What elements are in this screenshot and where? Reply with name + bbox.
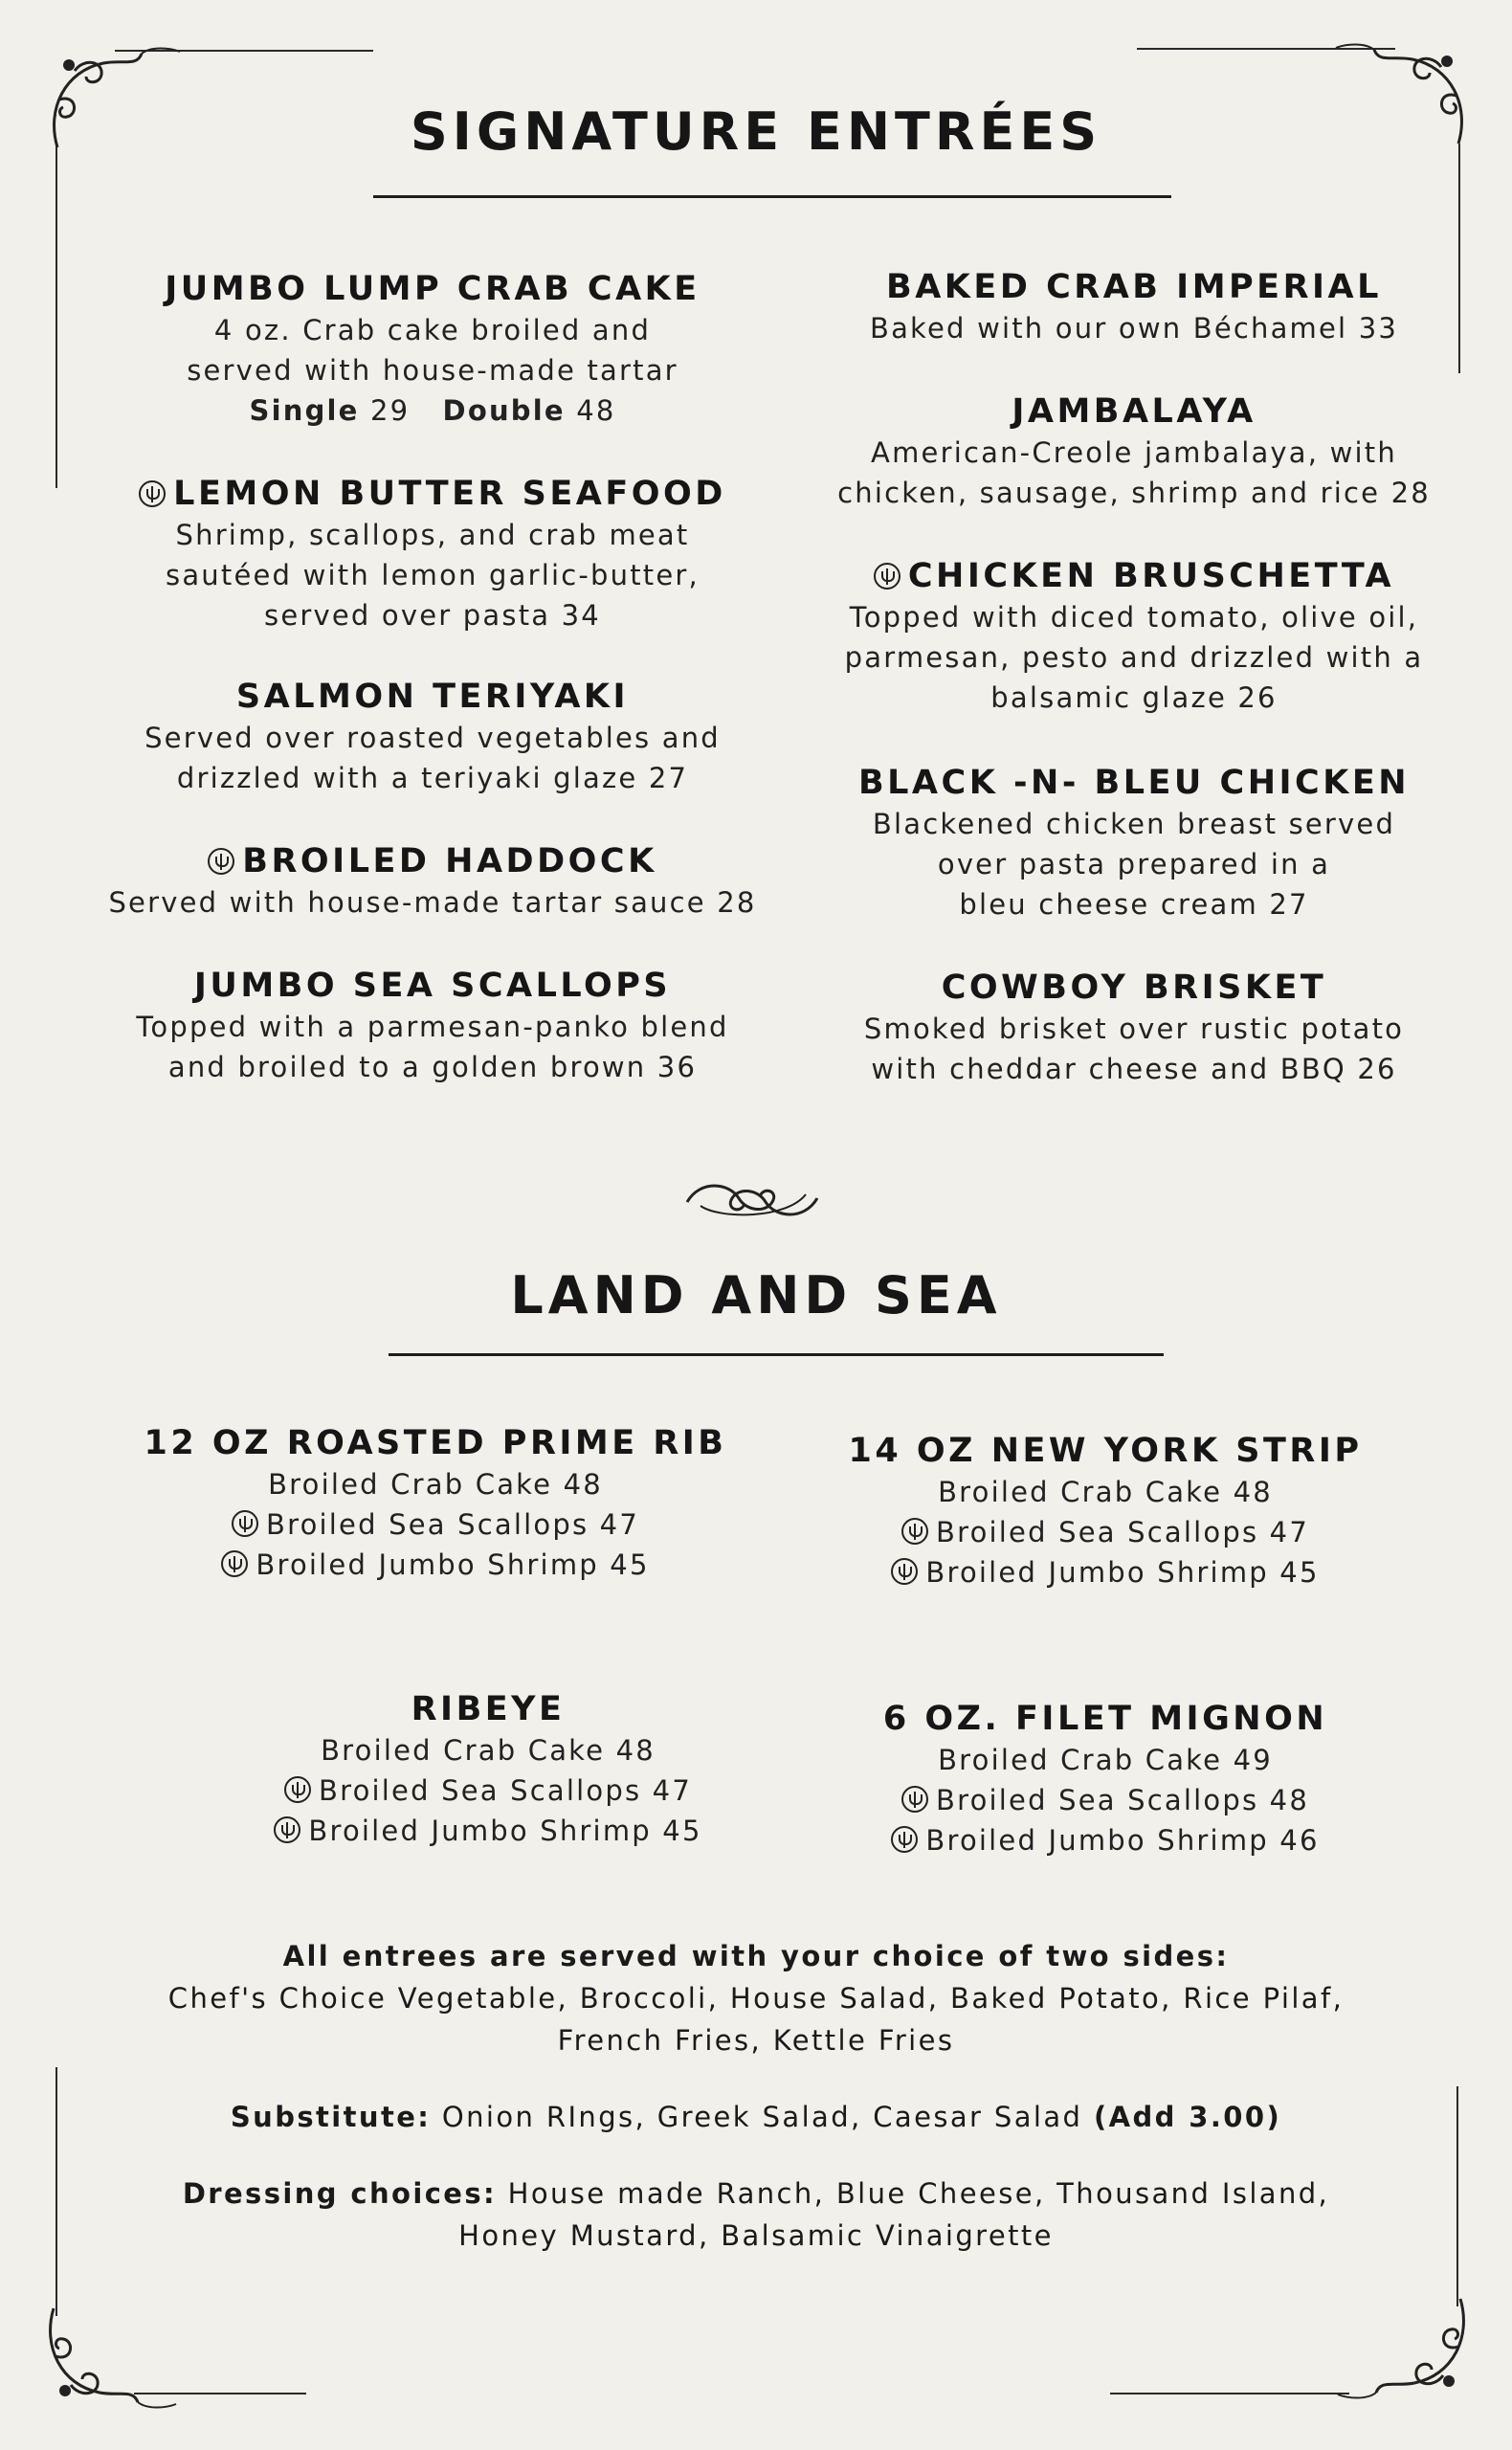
gluten-free-icon xyxy=(901,1518,928,1545)
menu-item-broiled-haddock xyxy=(57,840,808,923)
item-name: JAMBALAYA xyxy=(1012,392,1256,431)
item-name: BROILED HADDOCK xyxy=(242,842,657,880)
substitute-add-price: (Add 3.00) xyxy=(1093,2101,1282,2133)
menu-item-jambalaya xyxy=(756,390,1512,513)
menu-item-filet-mignon xyxy=(737,1698,1474,1860)
gluten-free-icon xyxy=(891,1826,918,1853)
dressing-note xyxy=(0,2172,1512,2257)
option-sea-scallops: Broiled Sea Scallops 47 xyxy=(936,1516,1309,1548)
item-name: 14 OZ NEW YORK STRIP xyxy=(848,1432,1363,1470)
filigree-corner-icon xyxy=(1328,2261,1472,2404)
dressing-label: Dressing choices: xyxy=(182,2177,498,2210)
item-name: SALMON TERIYAKI xyxy=(235,678,630,716)
dressing-list: House made Ranch, Blue Cheese, Thousand Island, xyxy=(507,2177,1330,2210)
option-crab-cake: Broiled Crab Cake 48 xyxy=(321,1734,656,1767)
item-description: balsamic glaze 26 xyxy=(990,681,1278,714)
option-jumbo-shrimp: Broiled Jumbo Shrimp 46 xyxy=(925,1824,1320,1857)
item-description: and broiled to a golden brown 36 xyxy=(167,1051,698,1083)
item-description: sautéed with lemon garlic-butter, xyxy=(166,559,700,591)
item-description: American-Creole jambalaya, with xyxy=(871,436,1397,469)
gluten-free-icon xyxy=(208,848,234,875)
item-description: chicken, sausage, shrimp and rice 28 xyxy=(837,477,1431,509)
item-description: Served over roasted vegetables and xyxy=(145,722,721,754)
item-description: parmesan, pesto and drizzled with a xyxy=(844,641,1424,674)
menu-item-baked-crab-imperial xyxy=(756,266,1512,348)
menu-item-lemon-butter-seafood xyxy=(57,473,808,635)
gluten-free-icon xyxy=(232,1510,258,1537)
gluten-free-icon xyxy=(891,1558,918,1585)
item-name: JUMBO SEA SCALLOPS xyxy=(193,967,672,1005)
option-sea-scallops: Broiled Sea Scallops 47 xyxy=(266,1508,639,1541)
filigree-corner-icon xyxy=(42,2270,186,2414)
option-crab-cake: Broiled Crab Cake 48 xyxy=(268,1468,603,1501)
item-description: bleu cheese cream 27 xyxy=(959,888,1309,921)
double-label: Double xyxy=(442,394,566,427)
menu-item-new-york-strip xyxy=(737,1430,1474,1592)
sides-heading: All entrees are served with your choice of two sides: xyxy=(282,1940,1230,1972)
item-price-options xyxy=(57,390,808,431)
item-name: BAKED CRAB IMPERIAL xyxy=(886,268,1382,306)
item-description: over pasta prepared in a xyxy=(937,848,1331,880)
flourish-ornament-icon xyxy=(681,1169,823,1231)
option-sea-scallops: Broiled Sea Scallops 48 xyxy=(936,1784,1309,1816)
option-sea-scallops: Broiled Sea Scallops 47 xyxy=(319,1774,692,1807)
item-description: 4 oz. Crab cake broiled and xyxy=(213,314,652,346)
option-crab-cake: Broiled Crab Cake 49 xyxy=(938,1744,1273,1776)
double-price: 48 xyxy=(576,394,616,427)
land-and-sea-title: LAND AND SEA xyxy=(510,1265,1002,1325)
substitute-label: Substitute: xyxy=(230,2101,432,2133)
gluten-free-icon xyxy=(901,1786,928,1813)
signature-entrees-title: SIGNATURE ENTRÉES xyxy=(410,101,1102,162)
item-description: Topped with diced tomato, olive oil, xyxy=(849,601,1419,634)
menu-item-black-n-bleu-chicken xyxy=(756,762,1512,924)
gluten-free-icon xyxy=(139,480,166,507)
title-underline xyxy=(373,195,1171,198)
frame-line-bottom-right xyxy=(1110,2393,1349,2394)
item-name: 6 OZ. FILET MIGNON xyxy=(882,1700,1328,1738)
dressing-list: Honey Mustard, Balsamic Vinaigrette xyxy=(458,2219,1054,2252)
sides-list: French Fries, Kettle Fries xyxy=(557,2024,955,2057)
substitute-text: Onion RIngs, Greek Salad, Caesar Salad xyxy=(441,2101,1083,2133)
item-description: drizzled with a teriyaki glaze 27 xyxy=(176,762,689,794)
item-name: JUMBO LUMP CRAB CAKE xyxy=(165,270,700,308)
item-description: Baked with our own Béchamel 33 xyxy=(869,312,1399,345)
item-description: Blackened chicken breast served xyxy=(872,808,1396,840)
menu-item-chicken-bruschetta xyxy=(756,555,1512,718)
title-underline xyxy=(389,1353,1164,1356)
item-description: Shrimp, scallops, and crab meat xyxy=(175,519,690,551)
option-jumbo-shrimp: Broiled Jumbo Shrimp 45 xyxy=(925,1556,1320,1589)
item-name: BLACK -N- BLEU CHICKEN xyxy=(857,764,1411,802)
item-name: RIBEYE xyxy=(411,1690,566,1728)
menu-item-salmon-teriyaki xyxy=(57,676,808,798)
gluten-free-icon xyxy=(221,1550,248,1577)
option-jumbo-shrimp: Broiled Jumbo Shrimp 45 xyxy=(256,1548,650,1581)
item-name: COWBOY BRISKET xyxy=(941,969,1327,1007)
menu-item-jumbo-sea-scallops xyxy=(57,965,808,1087)
substitute-note xyxy=(0,2096,1512,2138)
item-name: LEMON BUTTER SEAFOOD xyxy=(173,475,726,513)
gluten-free-icon xyxy=(874,563,901,590)
sides-note xyxy=(0,1935,1512,2061)
item-description: Topped with a parmesan-panko blend xyxy=(136,1011,729,1043)
menu-item-prime-rib xyxy=(57,1422,813,1585)
gluten-free-icon xyxy=(284,1776,311,1803)
item-description: served over pasta 34 xyxy=(264,599,601,632)
item-description: Smoked brisket over rustic potato xyxy=(863,1013,1405,1045)
gluten-free-icon xyxy=(274,1816,300,1843)
single-label: Single xyxy=(249,394,360,427)
item-description: served with house-made tartar xyxy=(187,354,678,387)
option-crab-cake: Broiled Crab Cake 48 xyxy=(938,1476,1273,1508)
single-price: 29 xyxy=(369,394,411,427)
menu-item-cowboy-brisket xyxy=(756,967,1512,1089)
option-jumbo-shrimp: Broiled Jumbo Shrimp 45 xyxy=(308,1815,702,1847)
item-name: CHICKEN BRUSCHETTA xyxy=(907,557,1395,595)
item-description: with cheddar cheese and BBQ 26 xyxy=(871,1053,1397,1085)
sides-list: Chef's Choice Vegetable, Broccoli, House Salad, Baked Potato, Rice Pilaf, xyxy=(167,1982,1345,2015)
item-name: 12 OZ ROASTED PRIME RIB xyxy=(144,1424,727,1462)
menu-item-crab-cake xyxy=(57,268,808,431)
item-description: Served with house-made tartar sauce 28 xyxy=(108,886,757,919)
